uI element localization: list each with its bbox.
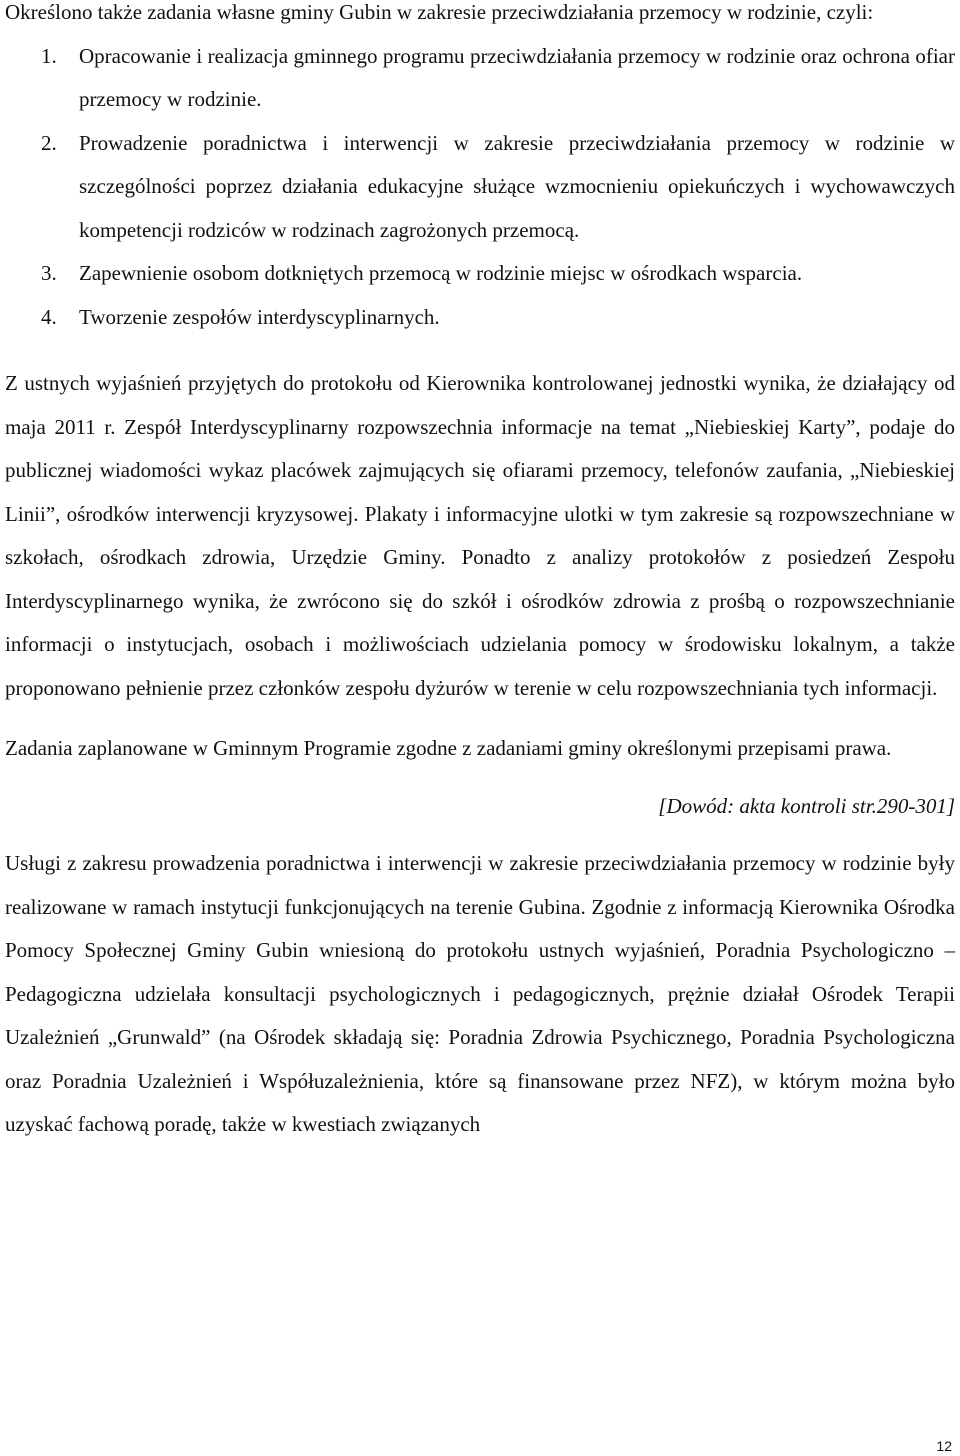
document-page (5, 0, 955, 1147)
task-list (5, 35, 955, 340)
task-number: 1. (41, 43, 57, 68)
task-item-1 (5, 35, 955, 122)
task-item-3 (5, 252, 955, 296)
findings-paragraph: Z ustnych wyjaśnień przyjętych do protokołu od Kierownika kontrolowanej jednostki wynika, że działający od maja 2011 r. Zespół Interdyscyplinarny rozpowszechnia informacje na temat „Niebieskiej Karty”, podaje do publicznej wiadomości wykaz placówek zajmujących się ofiarami przemocy, telefonów zaufania, „Niebieskiej Linii”, ośrodków interwencji kryzysowej. Plakaty i informacyjne ulotki w tym zakresie są rozpowszechniane w szkołach, ośrodkach zdrowia, Urzędzie Gminy. Ponadto z analizy protokołów z posiedzeń Zespołu Interdyscyplinarnego wynika, że zwrócono się do szkół i ośrodków zdrowia z prośbą o rozpowszechnianie informacji o instytucjach, osobach i możliwościach udzielania pomocy w środowisku lokalnym, a także proponowano pełnienie przez członków zespołu dyżurów w terenie w celu rozpowszechniania tych informacji. (5, 371, 955, 700)
intro-paragraph: Określono także zadania własne gminy Gubin w zakresie przeciwdziałania przemocy w rodzinie, czyli: (5, 0, 874, 24)
task-text: Tworzenie zespołów interdyscyplinarnych. (79, 304, 440, 329)
conformity-paragraph: Zadania zaplanowane w Gminnym Programie zgodne z zadaniami gminy określonymi przepisami prawa. (5, 736, 892, 760)
task-number: 3. (41, 261, 57, 285)
task-item-2 (5, 122, 955, 253)
services-paragraph: Usługi z zakresu prowadzenia poradnictwa i interwencji w zakresie przeciwdziałania przemocy w rodzinie były realizowane w ramach instytucji funkcjonujących na terenie Gubina. Zgodnie z informacją Kierownika Ośrodka Pomocy Społecznej Gminy Gubin wniesioną do protokołu ustnych wyjaśnień, Poradnia Psychologiczno – Pedagogiczna udzielała konsultacji psychologicznych i pedagogicznych, prężnie działał Ośrodek Terapii Uzależnień „Grunwald” (na Ośrodek składają się: Poradnia Zdrowia Psychicznego, Poradnia Psychologiczna oraz Poradnia Uzależnień i Współuzależnienia, które są finansowane przez NFZ), w którym można było uzyskać fachową poradę, także w kwestiach związanych (5, 851, 955, 1136)
task-text: Prowadzenie poradnictwa i interwencji w zakresie przeciwdziałania przemocy w rodzinie w szczególności poprzez działania edukacyjne służące wzmocnieniu opiekuńczych i wychowawczych kompetencji rodziców w rodzinach zagrożonych przemocą. (79, 130, 955, 242)
page-number: 12 (936, 1438, 952, 1454)
task-number: 4. (41, 304, 57, 329)
task-text: Zapewnienie osobom dotkniętych przemocą w rodzinie miejsc w ośrodkach wsparcia. (79, 261, 803, 285)
task-number: 2. (41, 130, 57, 155)
evidence-reference: [Dowód: akta kontroli str.290-301] (658, 793, 955, 818)
task-text: Opracowanie i realizacja gminnego programu przeciwdziałania przemocy w rodzinie oraz ochrona ofiar przemocy w rodzinie. (79, 43, 955, 111)
task-item-4 (5, 296, 955, 340)
